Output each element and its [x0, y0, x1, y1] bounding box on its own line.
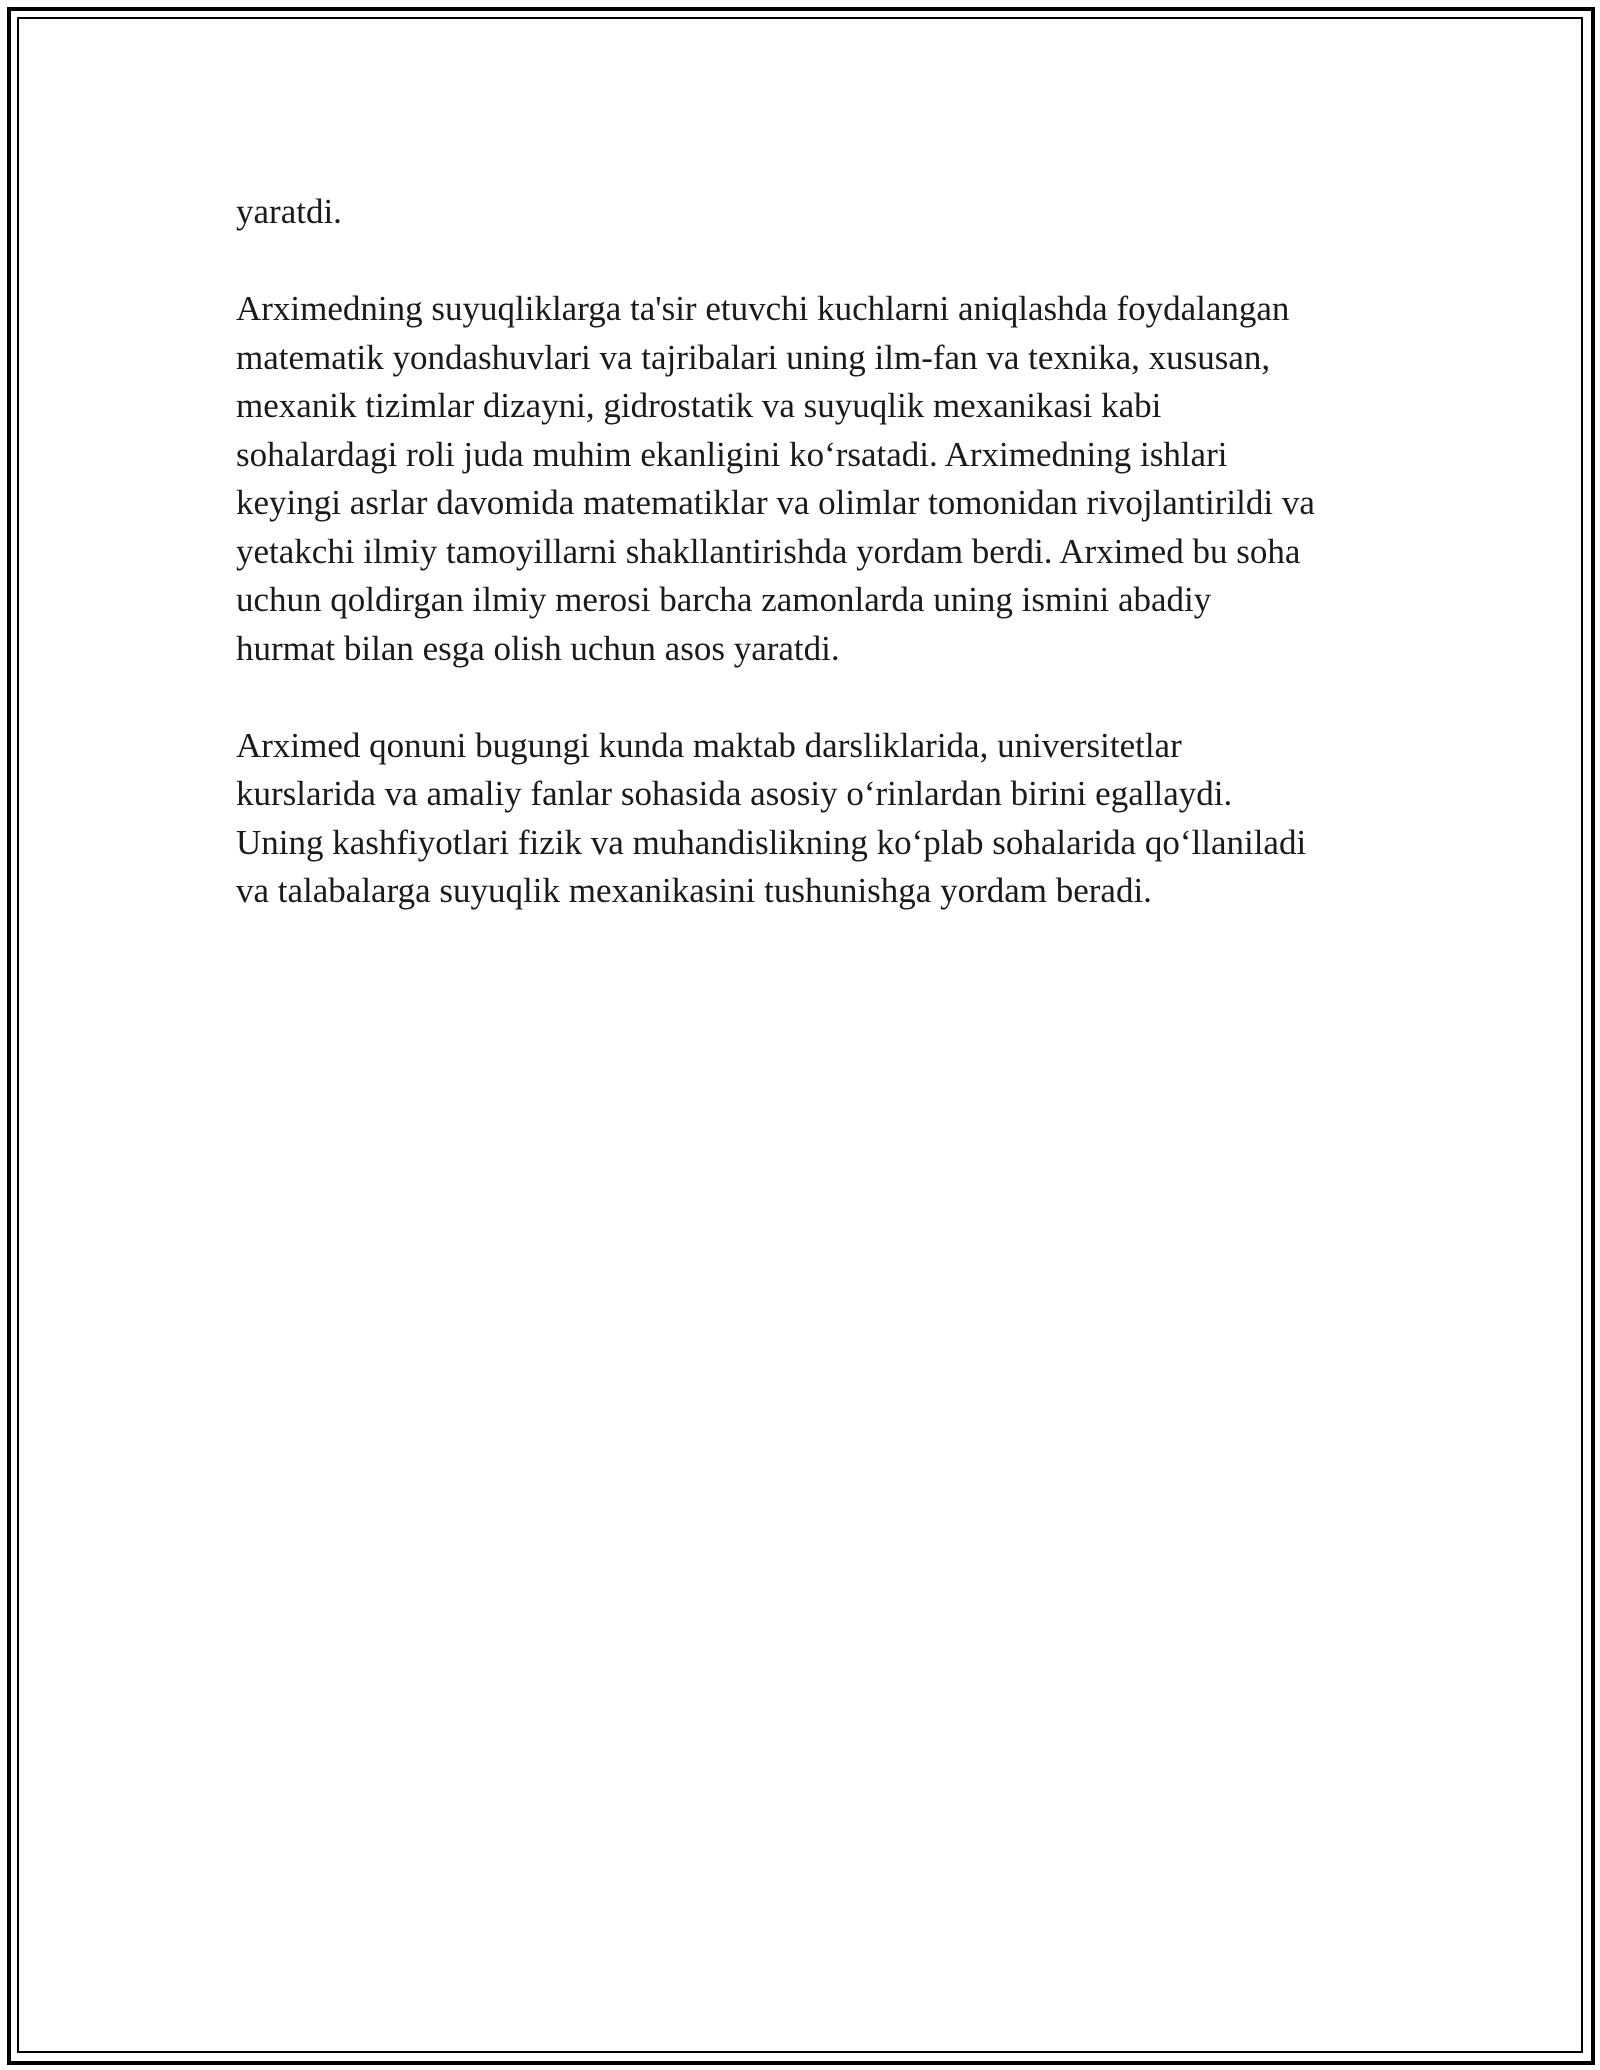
paragraph-archimedes-legacy: Arximedning suyuqliklarga ta'sir etuvchi kuchlarni aniqlashda foydalangan matematik yondashuvlari va tajribalari uning ilm-fan va texnika, xususan, mexanik tizimlar dizayni, gidrostatik va suyuqlik mexanikasi kabi sohalardagi roli juda muhim ekanligini ko‘rsatadi. Arximedning ishlari keyingi asrlar davomida matematiklar va olimlar tomonidan rivojlantirildi va yetakchi ilmiy tamoyillarni shakllantirishda yordam berdi. Arximed bu soha uchun qoldirgan ilmiy merosi barcha zamonlarda uning ismini abadiy hurmat bilan esga olish uchun asos yaratdi.: [236, 289, 1315, 668]
paragraph-archimedes-law-today: Arximed qonuni bugungi kunda maktab darsliklarida, universitetlar kurslarida va amaliy fanlar sohasida asosiy o‘rinlardan birini egallaydi. Uning kashfiyotlari fizik va muhandislikning ko‘plab sohalarida qo‘llaniladi va talabalarga suyuqlik mexanikasini tushunishga yordam beradi.: [236, 725, 1307, 910]
document-body: [236, 188, 1386, 916]
paragraph-continuation: yaratdi.: [236, 192, 342, 231]
